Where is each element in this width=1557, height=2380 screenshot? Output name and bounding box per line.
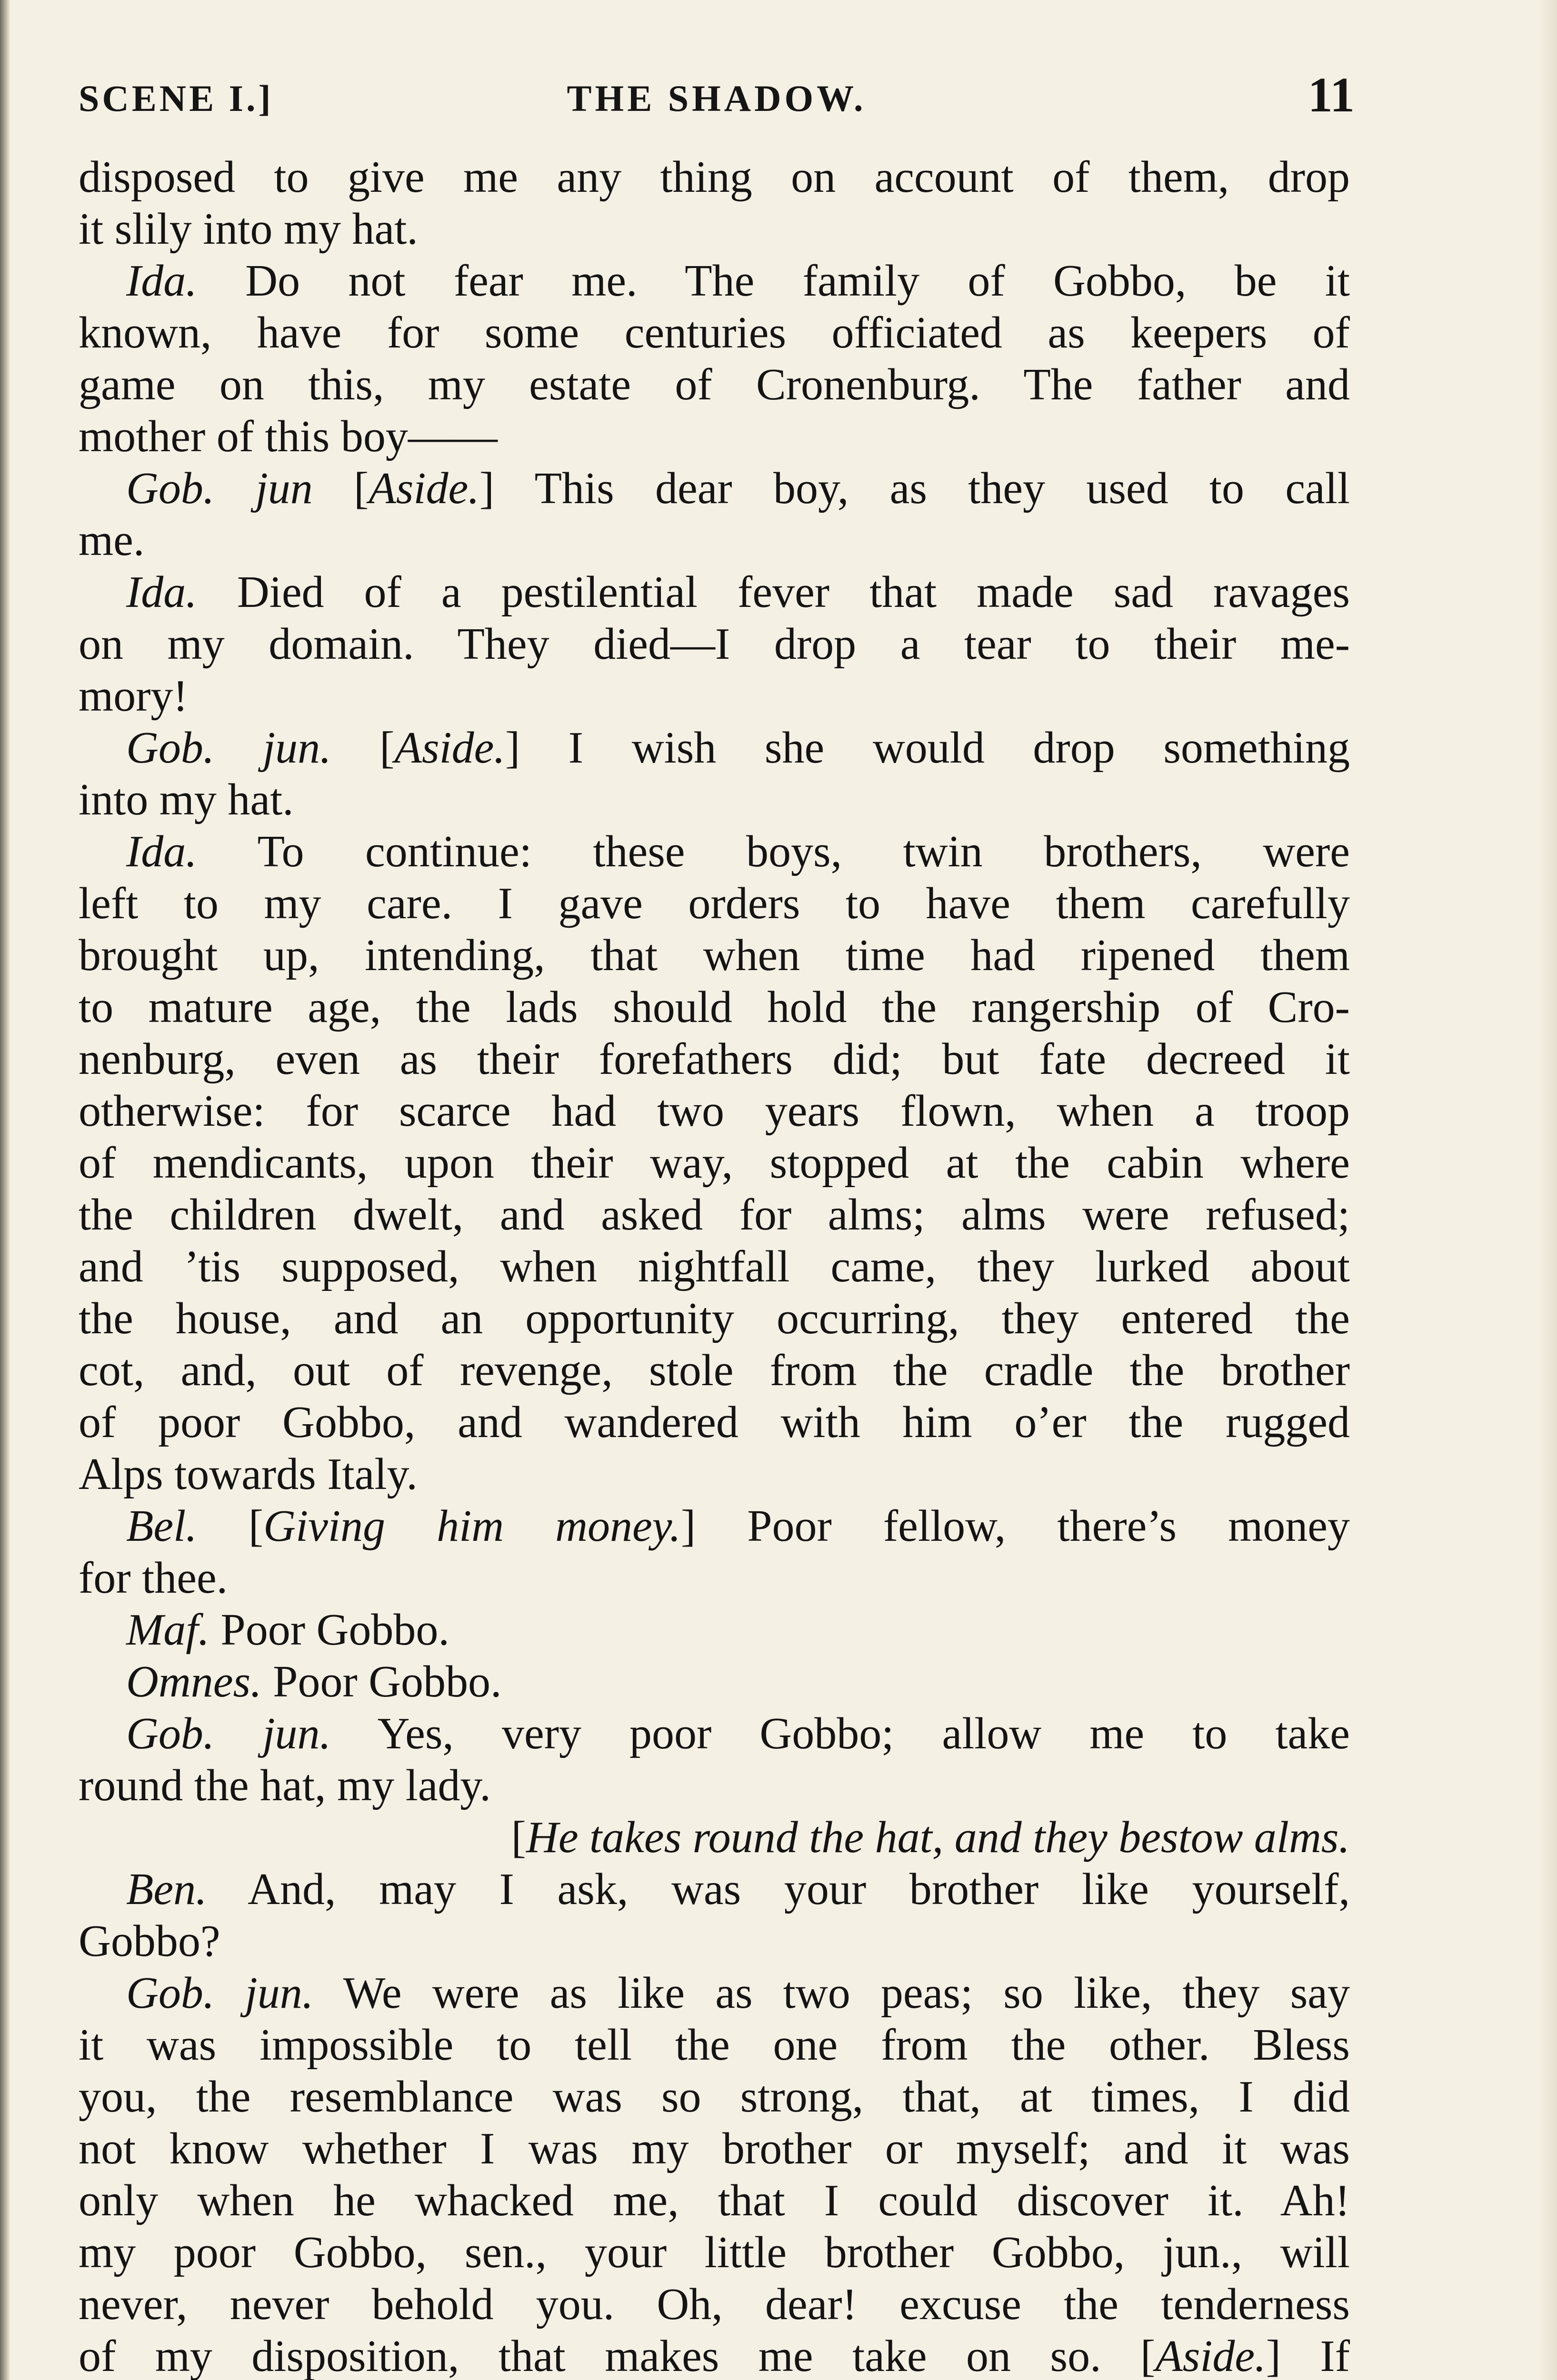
text-line <box>79 878 1350 930</box>
text-line <box>79 411 1350 463</box>
text-line <box>79 203 1350 255</box>
line-text: [ <box>312 464 369 513</box>
speaker-name: Maf. <box>126 1605 210 1655</box>
page-number: 11 <box>1307 68 1355 122</box>
stage-direction: Aside. <box>369 464 479 513</box>
line-text: brought up, intending, that when time had ripened them <box>79 931 1350 980</box>
line-text: of poor Gobbo, and wandered with him o’er the rugged <box>79 1398 1350 1447</box>
text-line <box>79 1708 1350 1760</box>
line-text: ] I wish she would drop something <box>505 723 1350 773</box>
text-line <box>79 566 1350 618</box>
line-text: cot, and, out of revenge, stole from the cradle the brother <box>79 1346 1350 1395</box>
header-title: THE SHADOW. <box>567 78 867 119</box>
line-text: mother of this boy—— <box>79 412 498 461</box>
text-line <box>79 618 1350 670</box>
text-line <box>79 670 1350 722</box>
line-text: it slily into my hat. <box>79 204 418 254</box>
stage-direction: Aside. <box>394 723 505 773</box>
running-header <box>79 67 1355 124</box>
line-text: To continue: these boys, twin brothers, were <box>197 827 1350 876</box>
line-text: mory! <box>79 671 188 721</box>
text-line <box>79 1967 1350 2019</box>
line-text: Poor Gobbo. <box>261 1657 502 1706</box>
line-text: never, never behold you. Oh, dear! excuse the tenderness <box>79 2280 1350 2329</box>
text-line <box>79 930 1350 982</box>
line-text: nenburg, even as their forefathers did; but fate decreed it <box>79 1034 1350 1084</box>
text-line <box>79 982 1350 1033</box>
text-line <box>79 1397 1350 1448</box>
line-text: Do not fear me. The family of Gobbo, be it <box>197 256 1350 306</box>
text-line <box>79 307 1350 359</box>
text-line <box>79 2227 1350 2279</box>
text-line <box>79 1345 1350 1397</box>
page-binding-shadow <box>0 0 10 2380</box>
stage-direction: Giving him money. <box>263 1501 681 1551</box>
text-line <box>79 2279 1350 2330</box>
speaker-name: Gob. jun <box>126 464 313 513</box>
line-text: Gobbo? <box>79 1916 220 1966</box>
speaker-name: Gob. jun. <box>126 723 331 773</box>
text-line <box>79 774 1350 826</box>
line-text: Alps towards Italy. <box>79 1449 418 1499</box>
line-text: the house, and an opportunity occurring, they entered the <box>79 1294 1350 1343</box>
text-line <box>79 2123 1350 2175</box>
speaker-name: Ida. <box>126 567 197 617</box>
text-line <box>79 1760 1350 1812</box>
text-line <box>79 2330 1350 2380</box>
speaker-name: Ben. <box>126 1864 207 1914</box>
line-text: We were as like as two peas; so like, they say <box>313 1968 1350 2018</box>
text-line <box>79 1864 1350 1915</box>
text-line <box>79 2019 1350 2071</box>
text-line <box>79 255 1350 307</box>
line-text: of mendicants, upon their way, stopped at the cabin where <box>79 1138 1350 1188</box>
line-text: not know whether I was my brother or myself; and it was <box>79 2124 1350 2173</box>
line-text: ] If <box>1266 2331 1350 2380</box>
header-scene: SCENE I.] <box>79 78 274 119</box>
text-line <box>79 463 1350 515</box>
line-text: only when he whacked me, that I could discover it. Ah! <box>79 2176 1350 2225</box>
line-text: the children dwelt, and asked for alms; alms were refused; <box>79 1190 1350 1240</box>
line-text: it was impossible to tell the one from the other. Bless <box>79 2020 1350 2070</box>
line-text: to mature age, the lads should hold the rangership of Cro- <box>79 982 1350 1032</box>
line-text: game on this, my estate of Cronenburg. The father and <box>79 360 1350 409</box>
line-text: Yes, very poor Gobbo; allow me to take <box>331 1709 1350 1758</box>
text-line <box>79 1189 1350 1241</box>
line-text: and ’tis supposed, when nightfall came, they lurked about <box>79 1242 1350 1291</box>
line-text: left to my care. I gave orders to have them carefully <box>79 879 1350 928</box>
line-text: [ <box>331 723 395 773</box>
line-text: ] This dear boy, as they used to call <box>479 464 1350 513</box>
line-text: for thee. <box>79 1553 228 1603</box>
speaker-name: Ida. <box>126 256 197 306</box>
page-edge-shadow <box>1538 0 1557 2380</box>
text-line <box>79 359 1350 411</box>
line-text: Poor Gobbo. <box>209 1605 449 1655</box>
text-line <box>79 1085 1350 1137</box>
line-text: And, may I ask, was your brother like yourself, <box>207 1864 1350 1914</box>
line-text: ] Poor fellow, there’s money <box>680 1501 1350 1551</box>
line-text: me. <box>79 516 145 565</box>
speaker-name: Omnes. <box>126 1657 262 1706</box>
text-line <box>79 1656 1350 1708</box>
line-text: disposed to give me any thing on account of them, drop <box>79 152 1350 202</box>
text-line <box>79 722 1350 774</box>
line-text: [ <box>197 1501 264 1551</box>
speaker-name: Gob. jun. <box>126 1709 331 1758</box>
play-text-body <box>79 151 1350 2380</box>
text-line <box>79 1500 1350 1552</box>
text-line <box>79 826 1350 878</box>
text-line <box>79 2175 1350 2227</box>
text-line <box>79 151 1350 203</box>
text-line <box>79 1915 1350 1967</box>
line-text: Died of a pestilential fever that made sad ravages <box>197 567 1350 617</box>
line-text: on my domain. They died—I drop a tear to their me- <box>79 619 1350 669</box>
text-line <box>79 1137 1350 1189</box>
stage-direction: Aside. <box>1155 2331 1266 2380</box>
text-line <box>79 1552 1350 1604</box>
text-line <box>79 515 1350 566</box>
text-line <box>79 1033 1350 1085</box>
line-text: my poor Gobbo, sen., your little brother Gobbo, jun., will <box>79 2228 1350 2277</box>
text-line <box>79 2071 1350 2123</box>
speaker-name: Bel. <box>126 1501 197 1551</box>
text-line <box>79 1241 1350 1293</box>
speaker-name: Gob. jun. <box>126 1968 314 2018</box>
line-text: of my disposition, that makes me take on so. [ <box>79 2331 1156 2380</box>
text-line <box>79 1448 1350 1500</box>
text-line <box>79 1604 1350 1656</box>
stage-direction: He takes round the hat, and they bestow alms. <box>526 1813 1350 1862</box>
text-line <box>79 1293 1350 1345</box>
line-text: you, the resemblance was so strong, that, at times, I did <box>79 2072 1350 2122</box>
line-text: into my hat. <box>79 775 294 824</box>
speaker-name: Ida. <box>126 827 197 876</box>
text-line <box>79 1812 1350 1864</box>
line-text: otherwise: for scarce had two years flown, when a troop <box>79 1086 1350 1136</box>
line-text: round the hat, my lady. <box>79 1761 491 1810</box>
line-text: [ <box>511 1813 526 1862</box>
line-text: known, have for some centuries officiated as keepers of <box>79 308 1350 357</box>
